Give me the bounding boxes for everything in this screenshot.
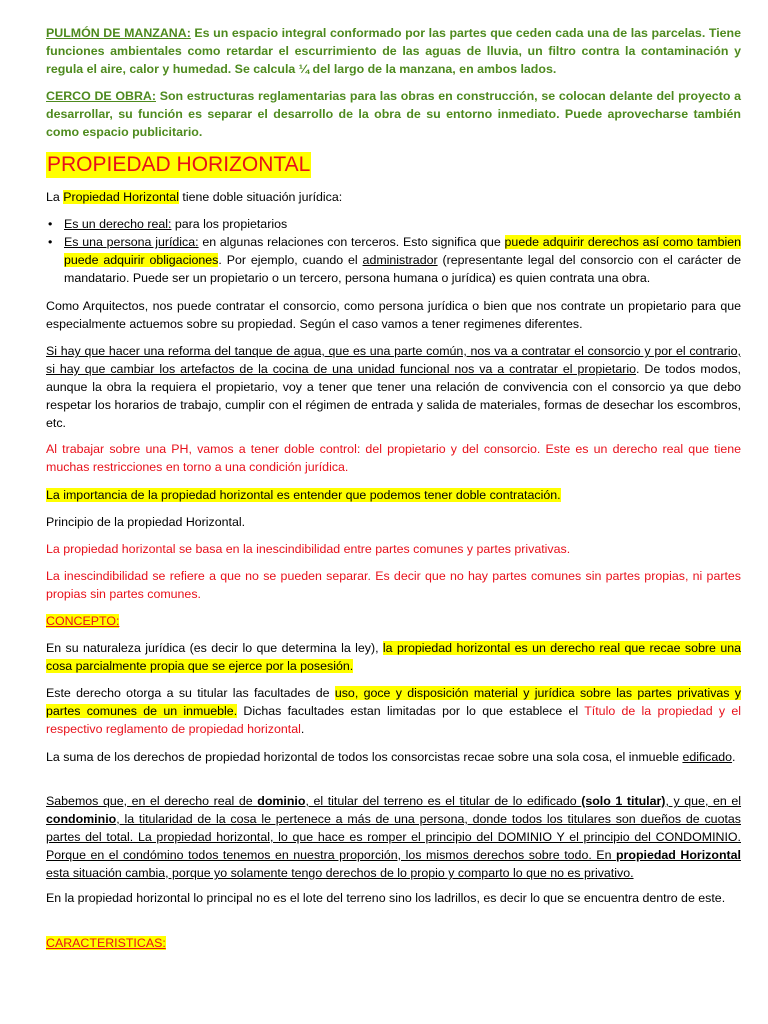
text-span: . [732, 750, 736, 764]
paragraph-naturaleza-juridica [46, 639, 741, 675]
bullet-item-persona-juridica [46, 233, 741, 287]
text-span: , la titularidad de la cosa le pertenece a más de una persona, donde todos los titulares son dueños de cuotas partes del total. La propiedad horizontal, lo que hace es romper el principio del DOMINIO Y el principio del CONDOMINIO. Porque en el condómino todos tenemos en nuestra proporción, los mismos derechos sobre todo. En [46, 812, 741, 862]
text-span: , el titular del terreno es el titular de lo edificado [305, 794, 582, 808]
highlight-doble-contratacion: La importancia de la propiedad horizontal es entender que podemos tener doble contratación. [46, 488, 561, 502]
text-span: La [46, 190, 64, 204]
cerco-text: Son estructuras reglamentarias para las obras en construcción, se colocan delante del proyecto a desarrollar, su función es separar el desarrollo de la obra de su entorno inmediato. Puede aprovecharse también como espacio publicitario. [46, 89, 742, 139]
bullet-term: Es una persona jurídica: [64, 235, 199, 249]
paragraph-reforma-tanque [46, 342, 741, 432]
concepto-label: CONCEPTO: [46, 614, 120, 628]
section-heading-propiedad-horizontal: PROPIEDAD HORIZONTAL [47, 153, 311, 176]
text-span: En su naturaleza jurídica (es decir lo que determina la ley), [46, 641, 383, 655]
paragraph-inescindibilidad-definicion: La inescindibilidad se refiere a que no se pueden separar. Es decir que no hay partes comunes sin partes propias, ni partes propias sin partes comunes. [46, 569, 741, 601]
paragraph-cerco-de-obra [46, 87, 741, 141]
text-span: tiene doble situación jurídica: [178, 190, 343, 204]
paragraph-facultades [46, 684, 741, 738]
term-administrador: administrador [362, 253, 438, 267]
bullet-icon: • [48, 235, 53, 249]
paragraph-doble-contratacion [46, 486, 741, 504]
paragraph-inescindibilidad: La propiedad horizontal se basa en la inescindibilidad entre partes comunes y partes privativas. [46, 542, 571, 556]
bold-propiedad-horizontal: propiedad Horizontal [615, 848, 741, 862]
term-pulmon-de-manzana: PULMÓN DE MANZANA: [46, 26, 191, 40]
highlight-derecho-real: la propiedad horizontal es un derecho real que recae sobre una cosa parcialmente propia que se ejerce por la posesión. [46, 641, 741, 673]
bullet-text: (representante legal del consorcio con el carácter de mandatario. Puede ser un propietario o un tercero, persona humana o jurídica) es quien contrata una obra. [64, 253, 741, 285]
underlined-edificado: edificado [682, 750, 733, 764]
paragraph-ladrillos: En la propiedad horizontal lo principal no es el lote del terreno sino los ladrillos, es decir lo que se encuentra dentro de este. [46, 891, 726, 905]
caracteristicas-label: CARACTERISTICAS: [46, 936, 166, 950]
bold-solo-un-titular: (solo 1 titular) [581, 794, 666, 808]
paragraph-pulmon-de-manzana [46, 24, 741, 78]
bullet-icon: • [48, 217, 53, 231]
bullet-text: . Por ejemplo, cuando el [218, 253, 363, 267]
text-span: Sabemos que, en el derecho real de [46, 794, 258, 808]
text-span: . De todos modos, aunque la obra la requiera el propietario, voy a tener que tener una relación de convivencia con el consorcio ya que debo respetar los horarios de trabajo, cumplir con el régimen de entrada y salida de materiales, formas de desechar los escombros, etc. [46, 362, 741, 430]
bullet-list [46, 215, 741, 287]
pulmon-text: Es un espacio integral conformado por las partes que ceden cada una de las parcelas. Tiene funciones ambientales como retardar el escurrimiento de las aguas de lluvia, un filtro contra la contaminación y regula el aire, calor y humedad. Se calcula ¼ del largo de la manzana, en ambos lados. [46, 26, 741, 76]
highlight-obligaciones: puede adquirir derechos así como tambien puede adquirir obligaciones [64, 235, 742, 267]
bullet-text: para los propietarios [171, 217, 288, 231]
paragraph-suma-derechos [46, 748, 741, 766]
subheading-caracteristicas [46, 934, 741, 952]
bold-condominio: condominio [46, 812, 117, 826]
paragraph-doble-control: Al trabajar sobre una PH, vamos a tener doble control: del propietario y del consorcio. Este es un derecho real que tiene muchas restricciones en torno a una condición jurídica. [46, 442, 741, 474]
bullet-term: Es un derecho real: [64, 217, 172, 231]
bold-dominio: dominio [257, 794, 306, 808]
text-span: , y que, en el [665, 794, 742, 808]
highlight-propiedad-horizontal: Propiedad Horizontal [63, 190, 179, 204]
text-span: esta situación cambia, porque yo solamente tengo derechos de lo propio y comparto lo que no es privativo. [46, 866, 634, 880]
underlined-example: Si hay que hacer una reforma del tanque de agua, que es una parte común, nos va a contratar el consorcio y por el contrario, si hay que cambiar los artefactos de la cocina de una unidad funcional nos va a contratar el propietario [46, 344, 741, 376]
subheading-concepto [46, 612, 741, 630]
text-span: Este derecho otorga a su titular las facultades de [46, 686, 335, 700]
red-titulo-reglamento: Título de la propiedad y el respectivo reglamento de propiedad horizontal [46, 704, 742, 736]
bullet-item-derecho-real [46, 215, 741, 233]
paragraph-principio: Principio de la propiedad Horizontal. [46, 515, 246, 529]
text-span: La suma de los derechos de propiedad horizontal de todos los consorcistas recae sobre una sola cosa, el inmueble [46, 750, 683, 764]
paragraph-dominio-condominio [46, 792, 741, 882]
paragraph-doble-situacion [46, 188, 741, 206]
bullet-text: en algunas relaciones con terceros. Esto significa que [198, 235, 505, 249]
term-cerco-de-obra: CERCO DE OBRA: [46, 89, 156, 103]
text-span: . [300, 722, 305, 736]
text-span: Dichas facultades estan limitadas por lo que establece el [237, 704, 585, 718]
paragraph-arquitectos: Como Arquitectos, nos puede contratar el consorcio, como persona jurídica o bien que nos contrate un propietario para que especialmente actuemos sobre su propiedad. Según el caso vamos a tener regimenes diferentes. [46, 299, 741, 331]
highlight-facultades: uso, goce y disposición material y jurídica sobre las partes privativas y partes comunes de un inmueble. [46, 686, 741, 718]
